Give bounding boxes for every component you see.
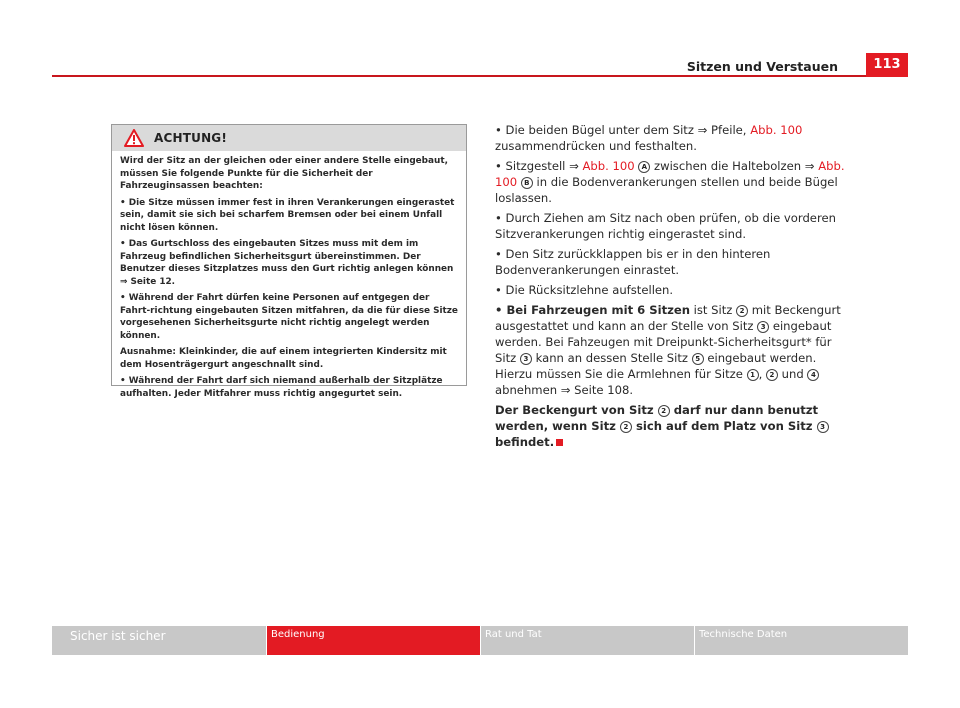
figure-link[interactable]: Abb. 100 <box>495 159 845 189</box>
figure-link[interactable]: Abb. 100 <box>750 123 803 137</box>
warning-box <box>111 124 467 399</box>
instruction-text <box>495 122 855 454</box>
callout-badge: 3 <box>520 353 532 365</box>
warning-paragraph: • Das Gurtschloss des eingebauten Sitzes muss mit dem im Fahrzeug befindlichen Sicherheitsgurt übereinstimmen. Der Benutzer dieses Sitzplatzes muss den Gurt richtig anlegen können ⇒ Seite 12. <box>120 239 454 287</box>
warning-triangle-icon <box>124 129 144 147</box>
callout-badge: B <box>521 177 533 189</box>
warning-paragraph: Ausnahme: Kleinkinder, die auf einem integrierten Kindersitz mit dem Hosenträgergurt angeschnallt sind. <box>120 347 447 370</box>
tab-technische-daten[interactable]: Technische Daten <box>694 626 908 655</box>
tab-sicher-ist-sicher[interactable]: Sicher ist sicher <box>52 626 266 655</box>
tab-rat-und-tat[interactable]: Rat und Tat <box>480 626 694 655</box>
step-seat-frame: • Sitzgestell ⇒ Abb. 100 A zwischen die Haltebolzen ⇒ Abb. 100 B in die Bodenverankerungen stellen und beide Bügel loslassen. <box>495 159 845 205</box>
footer-nav <box>52 626 908 655</box>
callout-badge: 2 <box>736 305 748 317</box>
callout-badge: A <box>638 161 650 173</box>
callout-badge: 5 <box>692 353 704 365</box>
warning-paragraph: • Während der Fahrt dürfen keine Personen auf entgegen der Fahrt-richtung eingebauten Sitzen mitfahren, da die für diese Sitze vorgesehenen Sicherheitsgurte nicht richtig angelegt werden können. <box>120 293 458 341</box>
section-title: Sitzen und Verstauen <box>686 59 838 74</box>
warning-body <box>112 151 466 400</box>
warning-paragraph: Wird der Sitz an der gleichen oder einer andere Stelle eingebaut, müssen Sie folgende Punkte für die Sicherheit der Fahrzeuginsassen beachten: <box>120 156 448 191</box>
step-press-brackets: • Die beiden Bügel unter dem Sitz ⇒ Pfeile, Abb. 100 zusammendrücken und festhalten. <box>495 123 803 153</box>
header-rule <box>52 75 908 77</box>
warning-title: ACHTUNG! <box>154 131 228 145</box>
callout-badge: 3 <box>817 421 829 433</box>
step-check-anchors: • Durch Ziehen am Sitz nach oben prüfen, ob die vorderen Sitzverankerungen richtig eingerastet sind. <box>495 211 836 241</box>
callout-badge: 4 <box>807 369 819 381</box>
warning-paragraph: • Während der Fahrt darf sich niemand außerhalb der Sitzplätze aufhalten. Jeder Mitfahrer muss richtig angegurtet sein. <box>120 376 443 399</box>
step-fold-back: • Den Sitz zurückklappen bis er in den hinteren Bodenverankerungen einrastet. <box>495 247 771 277</box>
callout-badge: 2 <box>620 421 632 433</box>
warning-paragraph: • Die Sitze müssen immer fest in ihren Verankerungen eingerastet sein, damit sie sich bei scharfem Bremsen oder bei einem Unfall nicht lösen können. <box>120 197 455 233</box>
page-number: 113 <box>866 53 908 77</box>
callout-badge: 2 <box>658 405 670 417</box>
warning-header <box>112 125 466 151</box>
step-raise-backrest: • Die Rücksitzlehne aufstellen. <box>495 283 674 297</box>
callout-badge: 1 <box>747 369 759 381</box>
lap-belt-note: Der Beckengurt von Sitz 2 darf nur dann benutzt werden, wenn Sitz 2 sich auf dem Platz von Sitz 3 befindet. <box>495 402 855 450</box>
end-square-icon <box>556 439 563 446</box>
tab-bedienung[interactable]: Bedienung <box>266 626 480 655</box>
six-seat-note: • Bei Fahrzeugen mit 6 Sitzen ist Sitz 2 mit Beckengurt ausgestattet und kann an der Stelle von Sitz 3 eingebaut werden. Bei Fahzeugen mit Dreipunkt-Sicherheitsgurt* für Sitz 3 kann an dessen Stelle Sitz 5 eingebaut werden. Hierzu müssen Sie die Armlehnen für Sitze 1 , 2 und 4 abnehmen ⇒ Seite 108. <box>495 303 841 397</box>
callout-badge: 2 <box>766 369 778 381</box>
figure-link[interactable]: Abb. 100 <box>582 159 635 173</box>
callout-badge: 3 <box>757 321 769 333</box>
